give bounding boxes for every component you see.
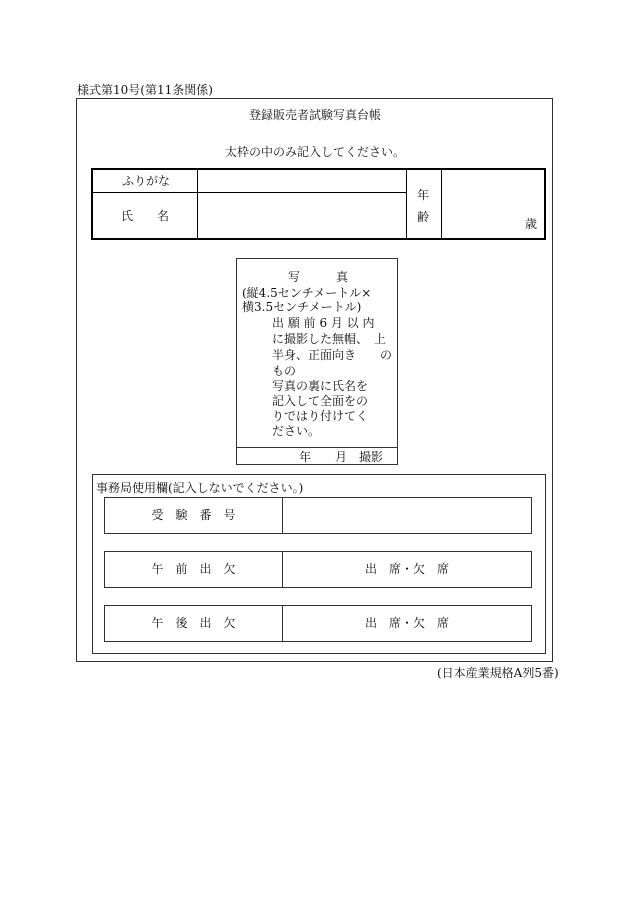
- photo-note1-line4: もの: [272, 364, 297, 378]
- photo-box[interactable]: [236, 258, 398, 465]
- photo-note2-line4: ださい。: [272, 424, 321, 438]
- instruction-text: 太枠の中のみ記入してください。: [224, 145, 405, 159]
- pm-attendance-row: [104, 605, 532, 642]
- pm-attendance-value[interactable]: 出 席・欠 席: [364, 616, 449, 630]
- am-attendance-label: 午 前 出 欠: [151, 562, 236, 576]
- photo-divider: [237, 447, 397, 448]
- photo-note2-line2: 記入して全面をの: [272, 394, 369, 408]
- photo-note1-line1: 出 願 前 6 月 以 内: [272, 316, 375, 330]
- photo-note2-line1: 写真の裏に氏名を: [272, 379, 369, 393]
- age-unit: 歳: [525, 217, 538, 231]
- form-title: 登録販売者試験写真台帳: [248, 108, 381, 122]
- exam-number-label: 受 験 番 号: [151, 508, 236, 522]
- name-age-table: [91, 168, 546, 240]
- am-attendance-value[interactable]: 出 席・欠 席: [364, 562, 449, 576]
- pm-attendance-label: 午 後 出 欠: [151, 616, 236, 630]
- exam-number-row: [104, 497, 532, 534]
- photo-note2-line3: りではり付けてく: [272, 409, 369, 423]
- name-field[interactable]: [199, 194, 405, 238]
- form-number-label: 様式第10号(第11条関係): [77, 83, 213, 97]
- photo-heading: 写 真: [288, 270, 349, 284]
- furigana-field[interactable]: [199, 170, 405, 192]
- photo-size-line2: 横3.5センチメートル): [242, 300, 362, 314]
- office-use-label: 事務局使用欄(記入しないでください。): [96, 481, 304, 495]
- name-label: 氏 名: [121, 209, 170, 223]
- furigana-label: ふりがな: [122, 174, 171, 188]
- photo-note1-line2: に撮影した無帽、 上: [272, 332, 387, 346]
- age-label-top: 年: [417, 188, 430, 202]
- age-label-bottom: 齢: [417, 210, 430, 224]
- photo-size-line1: (縦4.5センチメートル×: [242, 286, 372, 300]
- exam-number-field[interactable]: [283, 498, 531, 533]
- am-attendance-row: [104, 551, 532, 588]
- photo-note1-line3: 半身、正面向き の: [272, 348, 393, 362]
- photo-date-label: 年 月 撮影: [299, 450, 384, 464]
- paper-size-note: (日本産業規格A列5番): [437, 666, 559, 680]
